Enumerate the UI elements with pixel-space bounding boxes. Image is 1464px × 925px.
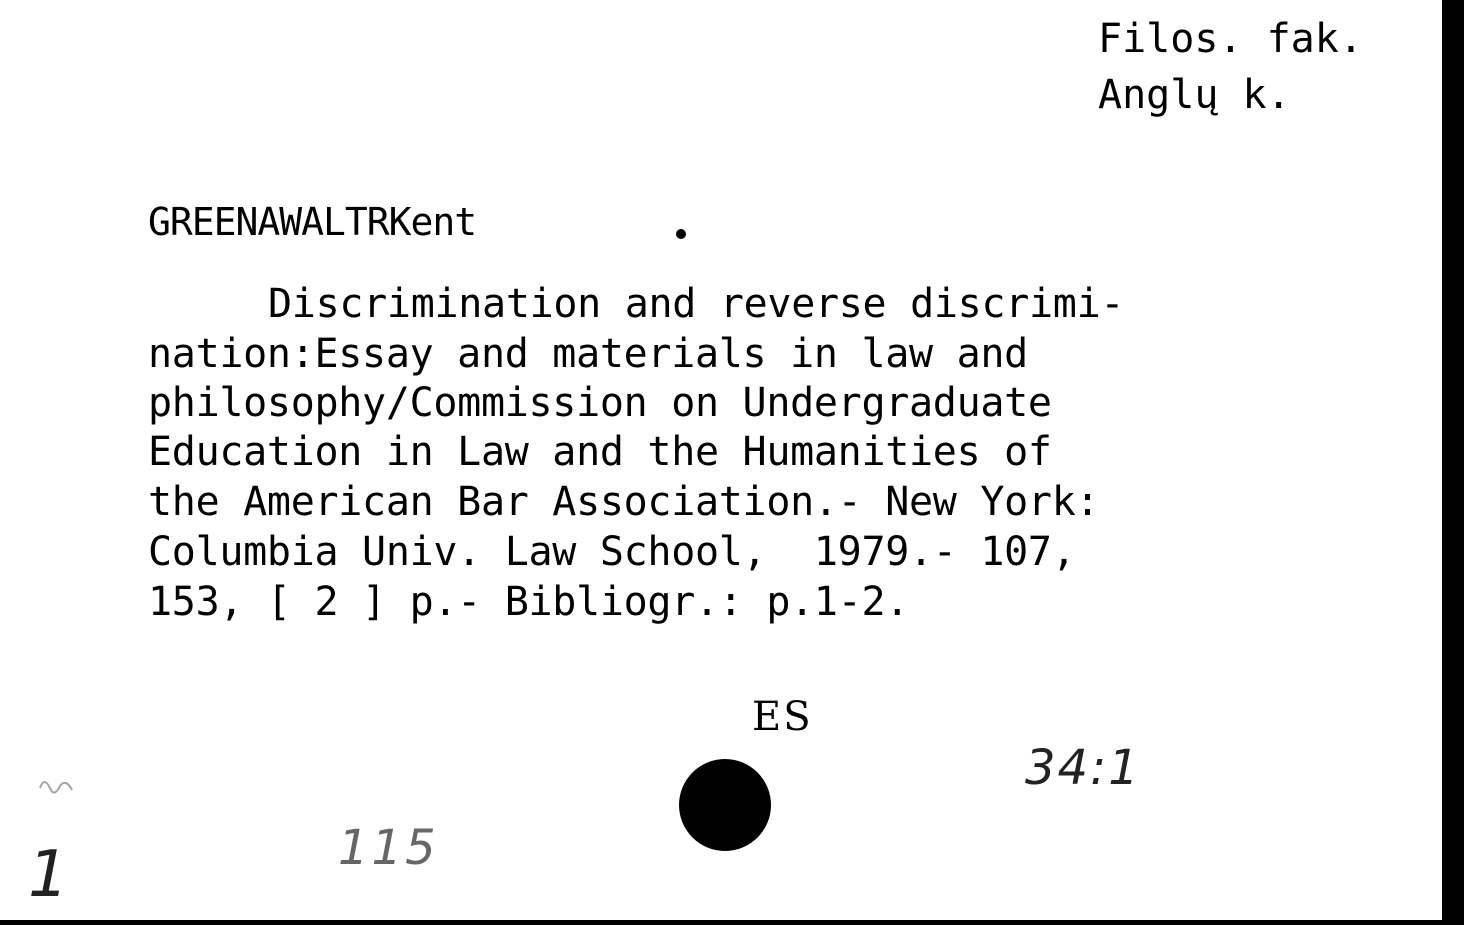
classification-code: ES [752, 694, 813, 740]
punch-hole [679, 759, 771, 851]
heading-dot [676, 229, 686, 239]
location-faculty: Filos. fak. [1098, 16, 1363, 62]
card-edge-right [1442, 0, 1464, 925]
location-department: Anglų k. [1098, 72, 1291, 118]
description-line: 153, [ 2 ] p.- Bibliogr.: p.1-2. [148, 579, 910, 625]
description-line: Columbia Univ. Law School, 1979.- 107, [148, 529, 1076, 575]
call-number-handwritten: 34:1 [1025, 740, 1141, 796]
description-line: philosophy/Commission on Undergraduate [148, 380, 1052, 426]
card-edge-bottom [0, 920, 1464, 925]
author-heading: GREENAWALTRKent [148, 200, 477, 244]
description-line: Education in Law and the Humanities of [148, 429, 1052, 475]
faint-stamp-mark [32, 768, 92, 808]
description-line: nation:Essay and materials in law and [148, 331, 1028, 377]
description-line: the American Bar Association.- New York: [148, 479, 1100, 525]
accession-number-handwritten: 115 [338, 820, 439, 876]
description-line: Discrimination and reverse discrimi- [268, 281, 1125, 327]
top-border [0, 0, 1442, 4]
copy-number-handwritten: 1 [28, 838, 69, 912]
